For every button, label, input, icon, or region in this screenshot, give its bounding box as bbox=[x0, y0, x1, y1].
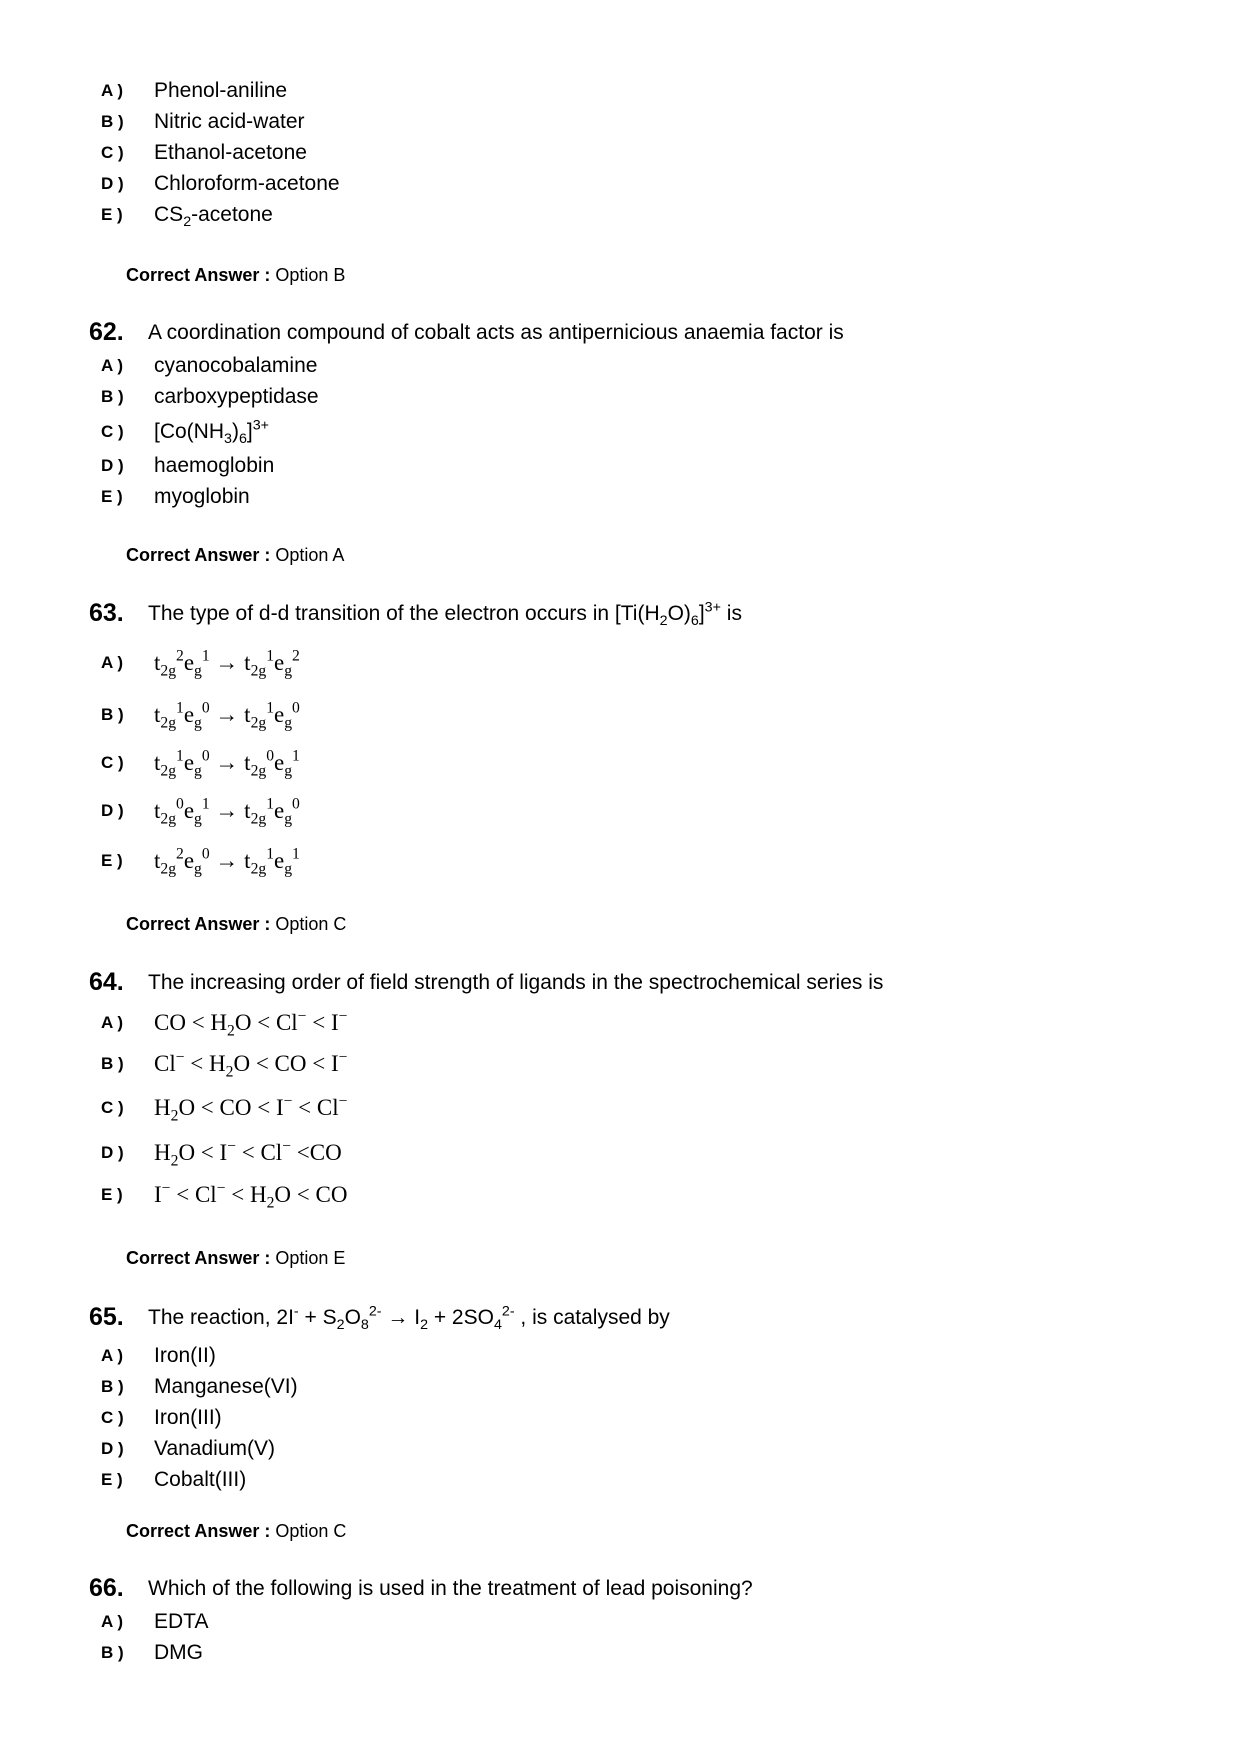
option-letter: C ) bbox=[101, 422, 124, 441]
option-c bbox=[0, 417, 1200, 447]
option-text: Phenol-aniline bbox=[154, 79, 288, 102]
option-letter: E ) bbox=[101, 1470, 123, 1489]
option-text: DMG bbox=[154, 1641, 203, 1664]
answer-value: Option E bbox=[275, 1248, 346, 1268]
answer-value: Option C bbox=[275, 914, 347, 934]
option-letter: E ) bbox=[101, 851, 123, 870]
option-e bbox=[0, 1177, 1200, 1213]
option-letter: E ) bbox=[101, 205, 123, 224]
option-text: carboxypeptidase bbox=[154, 385, 319, 408]
option-text: Manganese(VI) bbox=[154, 1375, 298, 1398]
ligand-order: $H_2O$ < CO < I− < Cl− bbox=[154, 1092, 348, 1125]
option-letter: A ) bbox=[101, 1013, 124, 1032]
option-e bbox=[0, 200, 1200, 230]
answer-value: Option C bbox=[275, 1521, 347, 1541]
option-text: $CS_2$-acetone bbox=[154, 203, 273, 230]
option-letter: C ) bbox=[101, 753, 124, 772]
option-d bbox=[0, 451, 1200, 481]
option-c bbox=[0, 1403, 1200, 1433]
option-letter: B ) bbox=[101, 387, 124, 406]
option-d bbox=[0, 1135, 1200, 1171]
option-a bbox=[0, 1005, 1200, 1041]
option-letter: C ) bbox=[101, 1098, 124, 1117]
option-c bbox=[0, 138, 1200, 168]
option-letter: A ) bbox=[101, 653, 124, 672]
option-letter: B ) bbox=[101, 705, 124, 724]
option-text: Iron(III) bbox=[154, 1406, 222, 1429]
option-text: Cobalt(III) bbox=[154, 1468, 247, 1491]
correct-answer bbox=[126, 542, 344, 568]
question-text: The reaction, $2I^- + S_2O_8^{2-} \to I_2 + 2SO_4^{2-}$ , is catalysed by bbox=[148, 1303, 670, 1333]
transition-formula: $t_{2g}^0e_g^1 \to t_{2g}^1e_g^0$ bbox=[154, 795, 300, 828]
answer-label: Correct Answer : bbox=[126, 914, 271, 934]
option-b bbox=[0, 1638, 1200, 1668]
option-text: EDTA bbox=[154, 1610, 209, 1633]
answer-label: Correct Answer : bbox=[126, 545, 271, 565]
option-d bbox=[0, 793, 1200, 829]
option-letter: D ) bbox=[101, 1143, 124, 1162]
option-letter: A ) bbox=[101, 81, 124, 100]
question-text: Which of the following is used in the treatment of lead poisoning? bbox=[148, 1577, 753, 1600]
option-text: haemoglobin bbox=[154, 454, 275, 477]
option-letter: A ) bbox=[101, 1346, 124, 1365]
option-letter: D ) bbox=[101, 801, 124, 820]
option-text: Chloroform-acetone bbox=[154, 172, 340, 195]
question-number: 62. bbox=[89, 318, 124, 346]
option-a bbox=[0, 645, 1200, 681]
correct-answer bbox=[126, 262, 345, 288]
answer-label: Correct Answer : bbox=[126, 265, 271, 285]
option-c bbox=[0, 1090, 1200, 1126]
option-letter: B ) bbox=[101, 1377, 124, 1396]
question-text: The increasing order of field strength of ligands in the spectrochemical series is bbox=[148, 971, 884, 994]
option-text: Ethanol-acetone bbox=[154, 141, 307, 164]
option-letter: A ) bbox=[101, 356, 124, 375]
option-e bbox=[0, 482, 1200, 512]
option-d bbox=[0, 1434, 1200, 1464]
option-d bbox=[0, 169, 1200, 199]
option-text: cyanocobalamine bbox=[154, 354, 318, 377]
option-b bbox=[0, 1046, 1200, 1082]
ligand-order: $H_2O < I^- < Cl^- <CO$ bbox=[154, 1137, 342, 1170]
option-letter: B ) bbox=[101, 112, 124, 131]
ligand-order: CO < $H_2O < Cl^- < I^-$ bbox=[154, 1007, 348, 1040]
option-b bbox=[0, 107, 1200, 137]
transition-formula: $t_{2g}^1e_g^0 \to t_{2g}^0e_g^1$ bbox=[154, 747, 300, 780]
option-text: myoglobin bbox=[154, 485, 250, 508]
ligand-order: $Cl^- < H_2O$ < CO < I− bbox=[154, 1048, 348, 1081]
question-number: 65. bbox=[89, 1303, 124, 1331]
answer-label: Correct Answer : bbox=[126, 1248, 271, 1268]
option-e bbox=[0, 843, 1200, 879]
answer-value: Option B bbox=[275, 265, 346, 285]
option-a bbox=[0, 76, 1200, 106]
option-a bbox=[0, 1341, 1200, 1371]
formula-cobalt-hexammine: $[Co(NH_3)_6]^{3+}$ bbox=[154, 417, 269, 447]
question-number: 64. bbox=[89, 968, 124, 996]
option-b bbox=[0, 1372, 1200, 1402]
option-b bbox=[0, 382, 1200, 412]
answer-value: Option A bbox=[275, 545, 345, 565]
option-c bbox=[0, 745, 1200, 781]
question-number: 66. bbox=[89, 1574, 124, 1602]
option-letter: B ) bbox=[101, 1643, 124, 1662]
transition-formula: $t_{2g}^2e_g^1 \to t_{2g}^1e_g^2$ bbox=[154, 647, 300, 680]
option-text: Iron(II) bbox=[154, 1344, 216, 1367]
option-letter: D ) bbox=[101, 1439, 124, 1458]
option-letter: A ) bbox=[101, 1612, 124, 1631]
option-letter: B ) bbox=[101, 1054, 124, 1073]
option-letter: C ) bbox=[101, 1408, 124, 1427]
option-b bbox=[0, 697, 1200, 733]
option-text: Nitric acid-water bbox=[154, 110, 305, 133]
option-a bbox=[0, 351, 1200, 381]
question-text: A coordination compound of cobalt acts as antipernicious anaemia factor is bbox=[148, 321, 844, 344]
correct-answer bbox=[126, 1518, 346, 1544]
option-letter: E ) bbox=[101, 487, 123, 506]
ligand-order: $I^- < Cl^- < H_2O$ < CO bbox=[154, 1179, 348, 1212]
option-letter: D ) bbox=[101, 174, 124, 193]
answer-label: Correct Answer : bbox=[126, 1521, 271, 1541]
transition-formula: $t_{2g}^1e_g^0 \to t_{2g}^1e_g^0$ bbox=[154, 699, 300, 732]
correct-answer bbox=[126, 1245, 345, 1271]
option-a bbox=[0, 1607, 1200, 1637]
option-letter: E ) bbox=[101, 1185, 123, 1204]
correct-answer bbox=[126, 911, 346, 937]
option-e bbox=[0, 1465, 1200, 1495]
option-letter: C ) bbox=[101, 143, 124, 162]
option-letter: D ) bbox=[101, 456, 124, 475]
question-number: 63. bbox=[89, 599, 124, 627]
option-text: Vanadium(V) bbox=[154, 1437, 275, 1460]
transition-formula: $t_{2g}^2e_g^0 \to t_{2g}^1e_g^1$ bbox=[154, 845, 300, 878]
question-text: The type of d-d transition of the electron occurs in $[Ti(H_2O)_6]^{3+}$ is bbox=[148, 599, 742, 629]
